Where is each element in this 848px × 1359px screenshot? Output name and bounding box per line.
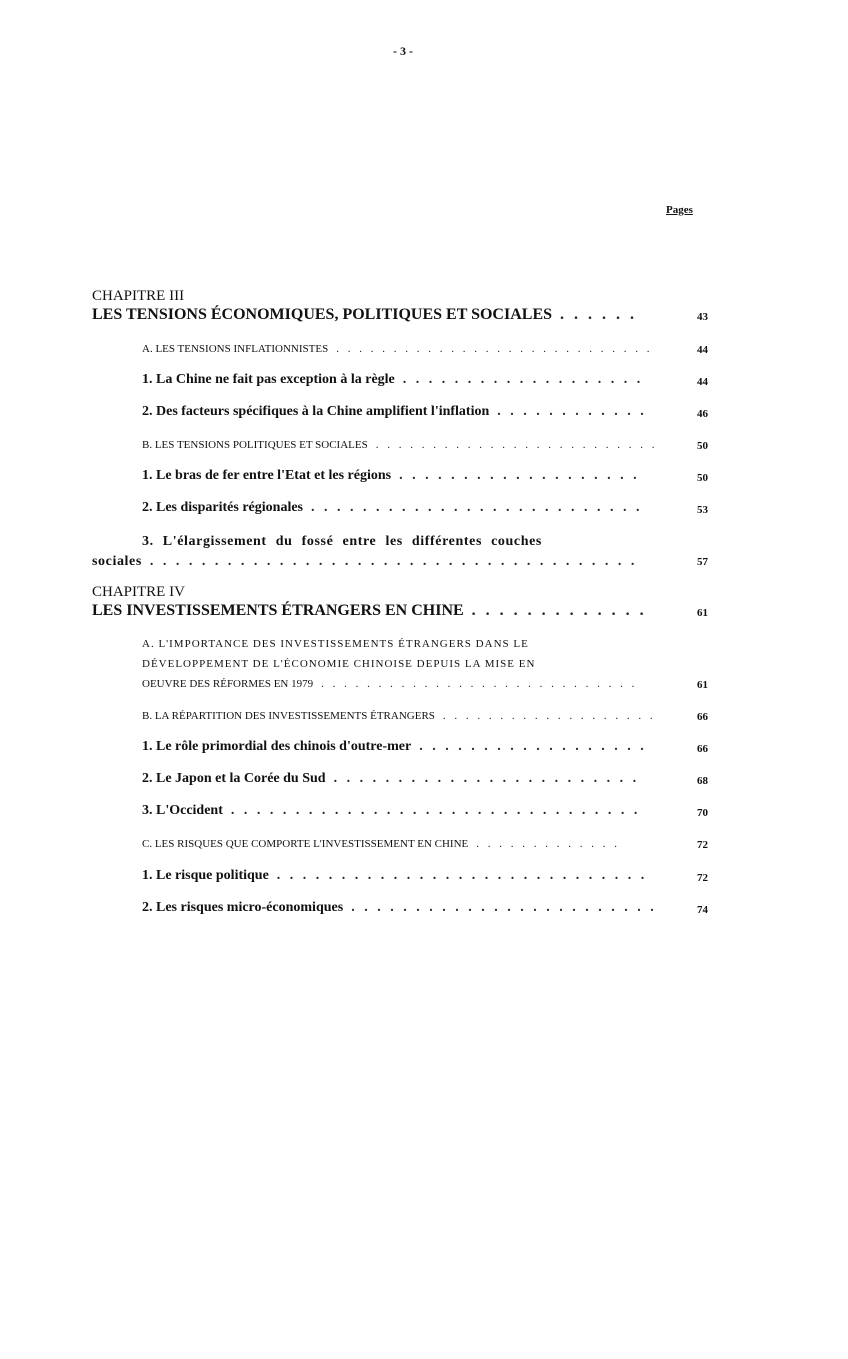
page-ref: 61	[697, 607, 708, 619]
subsection-title: 1. La Chine ne fait pas exception à la règle	[142, 372, 395, 387]
toc-entry[interactable]	[142, 634, 642, 694]
leader-dots	[376, 439, 654, 451]
toc-entry[interactable]	[142, 900, 662, 916]
page-ref: 68	[697, 775, 708, 787]
subsection-title: 2. Le Japon et la Corée du Sud	[142, 771, 326, 786]
page-ref: 46	[697, 408, 708, 420]
leader-dots	[277, 868, 646, 884]
leader-dots	[334, 771, 646, 787]
leader-dots	[497, 404, 646, 420]
section-title: C. LES RISQUES QUE COMPORTE L'INVESTISSEMENT EN CHINE	[142, 838, 469, 850]
subsection-title: 1. Le risque politique	[142, 868, 269, 883]
leader-dots	[472, 602, 644, 620]
subsection-title: 1. Le rôle primordial des chinois d'outre-mer	[142, 739, 412, 754]
section-title-line3-row	[142, 674, 642, 694]
leader-dots	[311, 500, 646, 516]
chapter-title: LES INVESTISSEMENTS ÉTRANGERS EN CHINE	[92, 602, 464, 619]
page-ref: 50	[697, 472, 708, 484]
section-title: B. LA RÉPARTITION DES INVESTISSEMENTS ÉTRANGERS	[142, 710, 435, 722]
leader-dots	[321, 674, 634, 694]
page-ref: 57	[697, 556, 708, 568]
page-ref: 44	[697, 344, 708, 356]
pages-column-header: Pages	[666, 204, 693, 216]
toc-entry[interactable]	[142, 468, 654, 484]
toc-entry[interactable]	[142, 404, 654, 420]
leader-dots	[560, 306, 644, 324]
leader-dots	[150, 552, 644, 572]
leader-dots	[403, 372, 646, 388]
subsection-title: 3. L'élargissement du fossé entre les différentes couches	[142, 534, 542, 549]
chapter-label: CHAPITRE III	[92, 288, 185, 304]
section-title: A. L'IMPORTANCE DES INVESTISSEMENTS ÉTRANGERS DANS LE	[142, 638, 529, 650]
subsection-title: 2. Des facteurs spécifiques à la Chine amplifient l'inflation	[142, 404, 490, 419]
section-title-line2: DÉVELOPPEMENT DE L'ÉCONOMIE CHINOISE DEPUIS LA MISE EN	[142, 658, 536, 670]
page-ref: 70	[697, 807, 708, 819]
leader-dots	[476, 838, 624, 850]
toc-entry[interactable]	[92, 532, 652, 572]
page-ref: 72	[697, 872, 708, 884]
page-ref: 43	[697, 311, 708, 323]
leader-dots	[336, 343, 654, 355]
toc-entry[interactable]	[142, 739, 654, 755]
toc-entry[interactable]	[142, 838, 632, 850]
page-ref: 74	[697, 904, 708, 916]
toc-entry[interactable]	[92, 306, 652, 324]
chapter-title: LES TENSIONS ÉCONOMIQUES, POLITIQUES ET SOCIALES	[92, 306, 553, 323]
toc-entry[interactable]	[142, 500, 654, 516]
toc-entry[interactable]	[142, 868, 654, 884]
page-ref: 61	[697, 679, 708, 691]
section-title-line3: OEUVRE DES RÉFORMES EN 1979	[142, 678, 314, 690]
section-title: B. LES TENSIONS POLITIQUES ET SOCIALES	[142, 439, 368, 451]
subsection-title: 2. Les disparités régionales	[142, 500, 303, 515]
page-ref: 53	[697, 504, 708, 516]
page-ref: 44	[697, 376, 708, 388]
page-ref: 66	[697, 743, 708, 755]
toc-entry[interactable]	[142, 372, 654, 388]
leader-dots	[399, 468, 646, 484]
toc-entry[interactable]	[92, 602, 652, 620]
leader-dots	[443, 710, 654, 722]
toc-entry[interactable]	[142, 710, 662, 722]
subsection-title-continued	[92, 552, 652, 572]
leader-dots	[351, 900, 654, 916]
section-title: A. LES TENSIONS INFLATIONNISTES	[142, 343, 329, 355]
toc-entry[interactable]	[142, 439, 662, 451]
page-number: - 3 -	[393, 44, 413, 58]
chapter-label: CHAPITRE IV	[92, 584, 185, 600]
subsection-title-line2: sociales	[92, 554, 142, 569]
subsection-title: 2. Les risques micro-économiques	[142, 900, 344, 915]
leader-dots	[231, 803, 646, 819]
page-ref: 50	[697, 440, 708, 452]
leader-dots	[419, 739, 646, 755]
subsection-title: 3. L'Occident	[142, 803, 223, 818]
toc-entry[interactable]	[142, 771, 654, 787]
toc-entry[interactable]	[142, 343, 662, 355]
subsection-title: 1. Le bras de fer entre l'Etat et les régions	[142, 468, 392, 483]
toc-entry[interactable]	[142, 803, 654, 819]
page-ref: 66	[697, 711, 708, 723]
page-ref: 72	[697, 839, 708, 851]
